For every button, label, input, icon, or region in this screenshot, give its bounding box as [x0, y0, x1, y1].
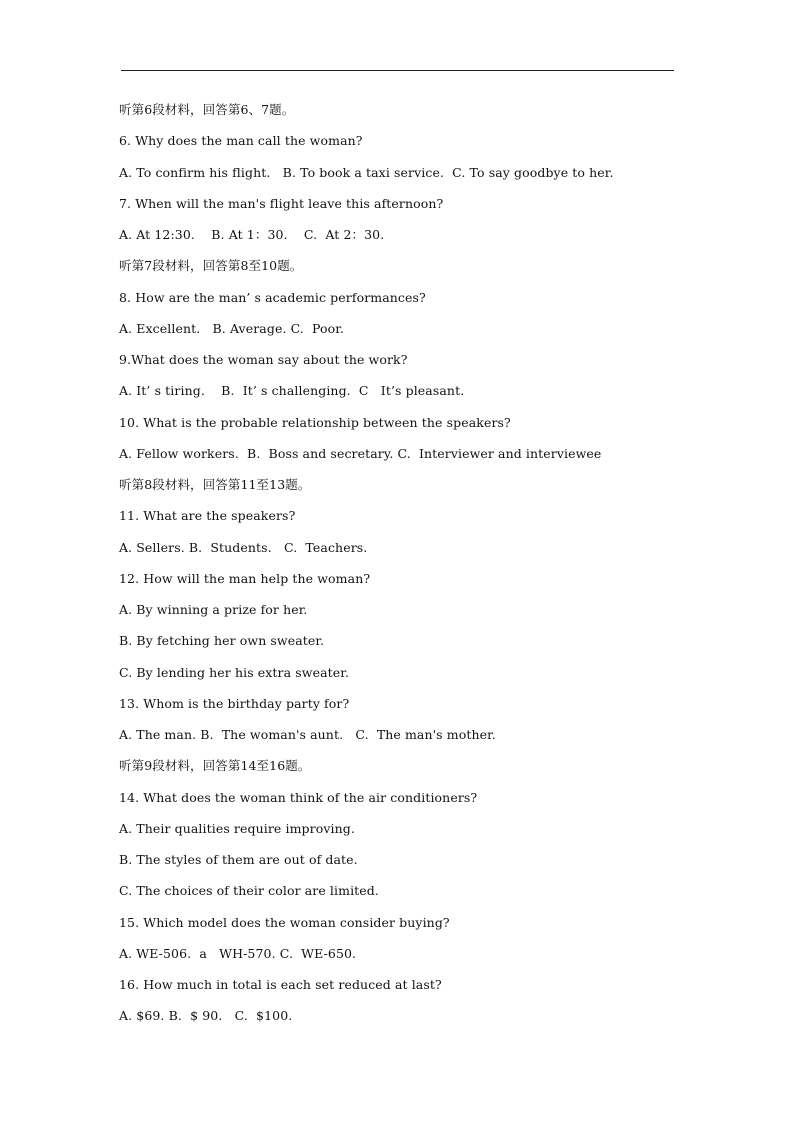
question-11: 11. What are the speakers?: [119, 508, 296, 524]
answer-option-12b: B. By fetching her own sweater.: [119, 633, 325, 649]
answer-options-10: A. Fellow workers. B. Boss and secretary. C. Interviewer and interviewee: [119, 445, 602, 461]
question-6: 6. Why does the man call the woman?: [119, 133, 363, 149]
answer-options-16: A. $69. B. $ 90. C. $100.: [119, 1008, 293, 1024]
answer-option-12c: C. By lending her his extra sweater.: [119, 664, 350, 680]
question-8: 8. How are the man’ s academic performances?: [119, 289, 426, 305]
question-12: 12. How will the man help the woman?: [119, 570, 371, 586]
question-15: 15. Which model does the woman consider buying?: [119, 914, 450, 930]
section-heading: 听第7段材料，回答第8至10题。: [119, 258, 303, 274]
question-13: 13. Whom is the birthday party for?: [119, 695, 350, 711]
document-body: [119, 100, 689, 1038]
question-7: 7. When will the man's flight leave this afternoon?: [119, 195, 444, 211]
section-heading: 听第8段材料，回答第11至13题。: [119, 477, 311, 492]
question-14: 14. What does the woman think of the air conditioners?: [119, 789, 478, 805]
answer-options-6: A. To confirm his flight. B. To book a taxi service. C. To say goodbye to her.: [119, 164, 614, 180]
answer-options-11: A. Sellers. B. Students. C. Teachers.: [119, 539, 368, 555]
question-10: 10. What is the probable relationship between the speakers?: [119, 414, 511, 430]
question-9: 9.What does the woman say about the work?: [119, 352, 408, 367]
header-rule: [121, 70, 674, 71]
answer-option-14b: B. The styles of them are out of date.: [119, 852, 358, 867]
answer-options-15: A. WE-506. a WH-570. C. WE-650.: [119, 945, 357, 961]
section-heading: 听第9段材料，回答第14至16题。: [119, 758, 311, 774]
question-16: 16. How much in total is each set reduced at last?: [119, 977, 442, 992]
section-heading: 听第6段材料，回答第6、7题。: [119, 102, 295, 117]
answer-option-14a: A. Their qualities require improving.: [119, 820, 355, 836]
answer-option-12a: A. By winning a prize for her.: [119, 602, 308, 617]
answer-option-14c: C. The choices of their color are limited.: [119, 883, 379, 899]
answer-options-8: A. Excellent. B. Average. C. Poor.: [119, 320, 345, 336]
answer-options-7: A. At 12:30. B. At 1：30. C. At 2：30.: [119, 227, 385, 242]
answer-options-13: A. The man. B. The woman's aunt. C. The man's mother.: [119, 727, 496, 742]
answer-options-9: A. It’ s tiring. B. It’ s challenging. C It’s pleasant.: [119, 383, 465, 399]
